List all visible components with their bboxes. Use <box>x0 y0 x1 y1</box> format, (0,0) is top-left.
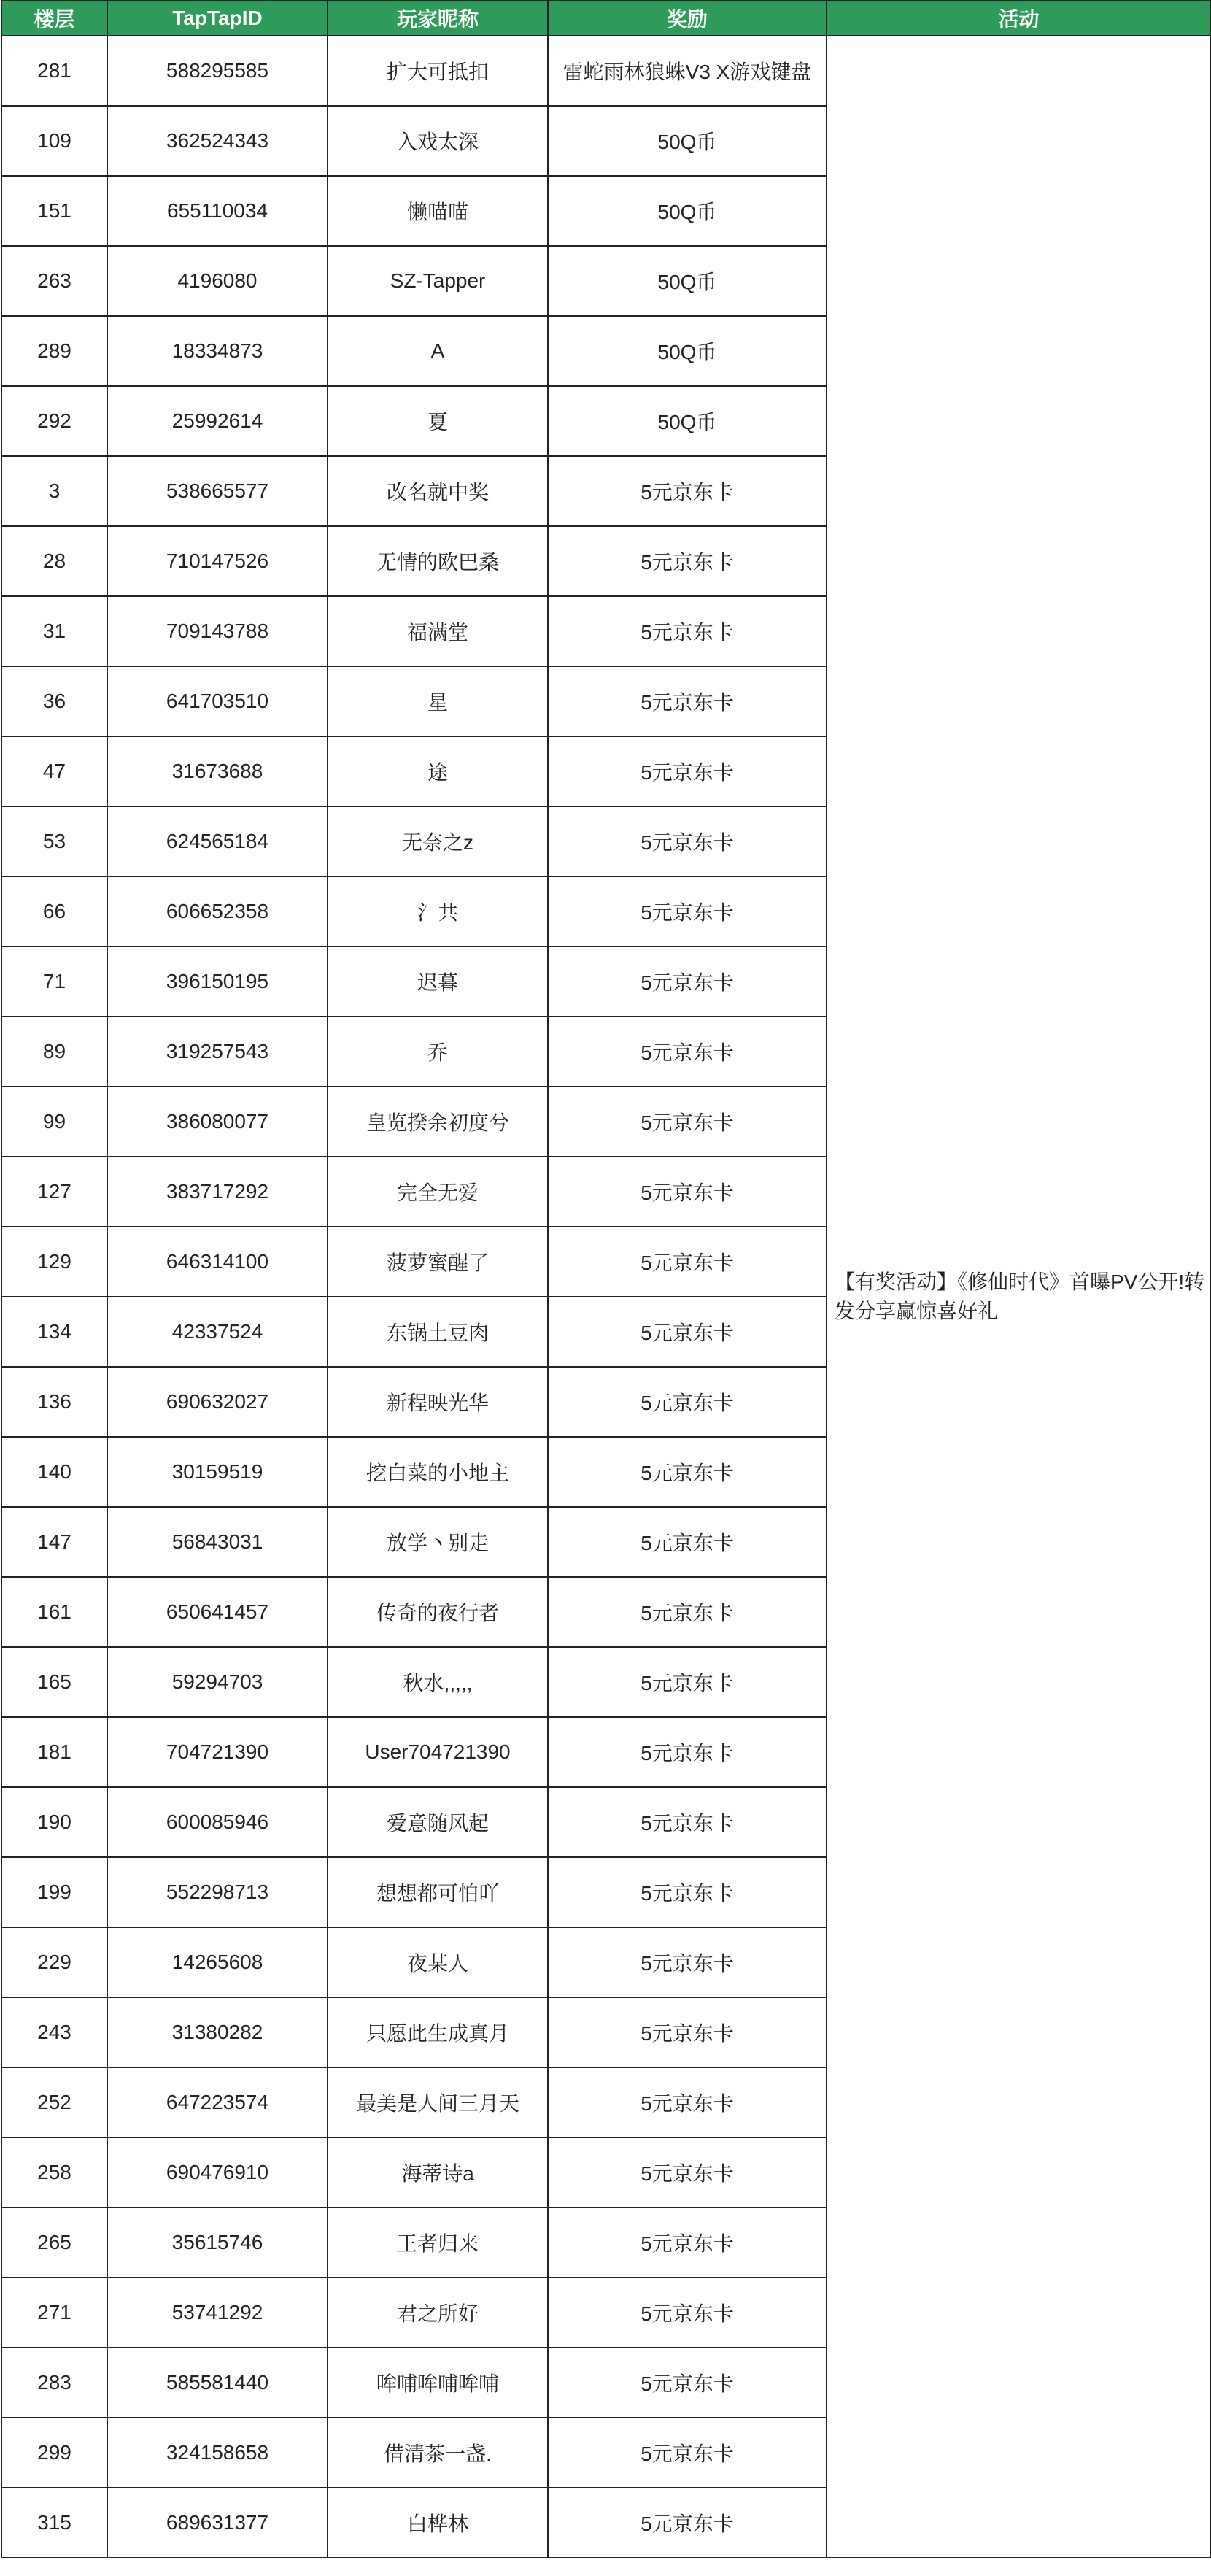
cell-taptap-id: 641703510 <box>107 666 328 736</box>
cell-nickname: 海蒂诗a <box>328 2137 548 2207</box>
cell-prize: 5元京东卡 <box>548 1437 827 1507</box>
cell-prize: 5元京东卡 <box>548 2067 827 2137</box>
cell-taptap-id: 14265608 <box>107 1927 328 1997</box>
cell-prize: 5元京东卡 <box>548 1857 827 1927</box>
cell-nickname: 扩大可抵扣 <box>328 36 548 106</box>
cell-taptap-id: 383717292 <box>107 1157 328 1227</box>
cell-nickname: 只愿此生成真月 <box>328 1997 548 2067</box>
cell-floor: 315 <box>1 2488 107 2558</box>
cell-taptap-id: 588295585 <box>107 36 328 106</box>
cell-floor: 165 <box>1 1647 107 1717</box>
header-nickname: 玩家昵称 <box>328 1 548 36</box>
cell-prize: 5元京东卡 <box>548 1997 827 2067</box>
cell-nickname: 爱意随风起 <box>328 1787 548 1857</box>
header-activity: 活动 <box>827 1 1211 36</box>
header-prize: 奖励 <box>548 1 827 36</box>
cell-prize: 5元京东卡 <box>548 1297 827 1367</box>
cell-floor: 151 <box>1 176 107 246</box>
cell-prize: 5元京东卡 <box>548 1647 827 1717</box>
cell-taptap-id: 53741292 <box>107 2278 328 2348</box>
cell-floor: 109 <box>1 106 107 176</box>
cell-taptap-id: 56843031 <box>107 1507 328 1577</box>
cell-taptap-id: 18334873 <box>107 316 328 386</box>
table-body <box>1 36 1211 2558</box>
cell-taptap-id: 690476910 <box>107 2137 328 2207</box>
cell-taptap-id: 650641457 <box>107 1577 328 1647</box>
cell-taptap-id: 4196080 <box>107 246 328 316</box>
cell-nickname: A <box>328 316 548 386</box>
cell-nickname: 想想都可怕吖 <box>328 1857 548 1927</box>
cell-prize: 5元京东卡 <box>548 1577 827 1647</box>
cell-taptap-id: 552298713 <box>107 1857 328 1927</box>
cell-taptap-id: 690632027 <box>107 1367 328 1437</box>
cell-prize: 5元京东卡 <box>548 736 827 806</box>
cell-nickname: 哞哺哞哺哞哺 <box>328 2348 548 2418</box>
cell-prize: 5元京东卡 <box>548 526 827 596</box>
cell-nickname: 传奇的夜行者 <box>328 1577 548 1647</box>
cell-floor: 243 <box>1 1997 107 2067</box>
cell-nickname: 无奈之z <box>328 806 548 876</box>
cell-taptap-id: 606652358 <box>107 876 328 946</box>
cell-prize: 50Q币 <box>548 246 827 316</box>
cell-prize: 50Q币 <box>548 316 827 386</box>
cell-prize: 5元京东卡 <box>548 806 827 876</box>
cell-nickname: SZ-Tapper <box>328 246 548 316</box>
cell-prize: 5元京东卡 <box>548 1017 827 1087</box>
cell-nickname: 无情的欧巴桑 <box>328 526 548 596</box>
cell-floor: 252 <box>1 2067 107 2137</box>
cell-floor: 31 <box>1 596 107 666</box>
cell-taptap-id: 538665577 <box>107 456 328 526</box>
cell-floor: 258 <box>1 2137 107 2207</box>
cell-taptap-id: 585581440 <box>107 2348 328 2418</box>
cell-taptap-id: 709143788 <box>107 596 328 666</box>
cell-nickname: 皇览揆余初度兮 <box>328 1087 548 1157</box>
cell-taptap-id: 704721390 <box>107 1717 328 1787</box>
cell-floor: 190 <box>1 1787 107 1857</box>
cell-floor: 134 <box>1 1297 107 1367</box>
cell-prize: 5元京东卡 <box>548 2488 827 2558</box>
cell-prize: 5元京东卡 <box>548 1367 827 1437</box>
cell-nickname: 乔 <box>328 1017 548 1087</box>
cell-taptap-id: 386080077 <box>107 1087 328 1157</box>
cell-nickname: 氵共 <box>328 876 548 946</box>
cell-nickname: 放学丶别走 <box>328 1507 548 1577</box>
cell-taptap-id: 396150195 <box>107 946 328 1017</box>
cell-nickname: 夜某人 <box>328 1927 548 1997</box>
cell-taptap-id: 30159519 <box>107 1437 328 1507</box>
cell-floor: 199 <box>1 1857 107 1927</box>
cell-prize: 5元京东卡 <box>548 946 827 1017</box>
cell-floor: 292 <box>1 386 107 456</box>
cell-nickname: 白桦林 <box>328 2488 548 2558</box>
cell-nickname: 迟暮 <box>328 946 548 1017</box>
cell-taptap-id: 710147526 <box>107 526 328 596</box>
cell-taptap-id: 655110034 <box>107 176 328 246</box>
cell-floor: 28 <box>1 526 107 596</box>
cell-taptap-id: 42337524 <box>107 1297 328 1367</box>
header-taptap-id: TapTapID <box>107 1 328 36</box>
cell-prize: 5元京东卡 <box>548 1087 827 1157</box>
cell-prize: 5元京东卡 <box>548 2207 827 2278</box>
cell-floor: 66 <box>1 876 107 946</box>
cell-nickname: 懒喵喵 <box>328 176 548 246</box>
cell-taptap-id: 59294703 <box>107 1647 328 1717</box>
cell-floor: 3 <box>1 456 107 526</box>
cell-nickname: 途 <box>328 736 548 806</box>
cell-prize: 5元京东卡 <box>548 456 827 526</box>
winners-table <box>1 0 1211 2558</box>
cell-taptap-id: 689631377 <box>107 2488 328 2558</box>
cell-prize: 5元京东卡 <box>548 666 827 736</box>
cell-taptap-id: 624565184 <box>107 806 328 876</box>
cell-nickname: 君之所好 <box>328 2278 548 2348</box>
cell-floor: 271 <box>1 2278 107 2348</box>
cell-floor: 71 <box>1 946 107 1017</box>
cell-floor: 136 <box>1 1367 107 1437</box>
cell-floor: 265 <box>1 2207 107 2278</box>
cell-floor: 129 <box>1 1227 107 1297</box>
cell-nickname: 东锅土豆肉 <box>328 1297 548 1367</box>
cell-taptap-id: 25992614 <box>107 386 328 456</box>
header-floor: 楼层 <box>1 1 107 36</box>
cell-prize: 5元京东卡 <box>548 1787 827 1857</box>
cell-floor: 127 <box>1 1157 107 1227</box>
cell-floor: 140 <box>1 1437 107 1507</box>
cell-taptap-id: 319257543 <box>107 1017 328 1087</box>
cell-nickname: 借清茶一盏. <box>328 2418 548 2488</box>
cell-prize: 雷蛇雨林狼蛛V3 X游戏键盘 <box>548 36 827 106</box>
cell-floor: 53 <box>1 806 107 876</box>
cell-prize: 50Q币 <box>548 386 827 456</box>
header-row <box>1 1 1211 36</box>
cell-floor: 289 <box>1 316 107 386</box>
cell-prize: 5元京东卡 <box>548 2137 827 2207</box>
cell-floor: 36 <box>1 666 107 736</box>
cell-taptap-id: 31380282 <box>107 1997 328 2067</box>
cell-nickname: 福满堂 <box>328 596 548 666</box>
cell-nickname: 星 <box>328 666 548 736</box>
cell-prize: 5元京东卡 <box>548 1157 827 1227</box>
cell-prize: 5元京东卡 <box>548 1717 827 1787</box>
cell-prize: 5元京东卡 <box>548 876 827 946</box>
cell-nickname: 新程映光华 <box>328 1367 548 1437</box>
cell-nickname: 最美是人间三月天 <box>328 2067 548 2137</box>
cell-nickname: 菠萝蜜醒了 <box>328 1227 548 1297</box>
cell-nickname: 入戏太深 <box>328 106 548 176</box>
cell-nickname: User704721390 <box>328 1717 548 1787</box>
cell-floor: 161 <box>1 1577 107 1647</box>
cell-floor: 181 <box>1 1717 107 1787</box>
cell-nickname: 王者归来 <box>328 2207 548 2278</box>
cell-floor: 147 <box>1 1507 107 1577</box>
cell-nickname: 改名就中奖 <box>328 456 548 526</box>
table-row <box>1 36 1211 106</box>
cell-activity: 【有奖活动】《修仙时代》首曝PV公开!转发分享赢惊喜好礼 <box>827 36 1211 2558</box>
cell-taptap-id: 647223574 <box>107 2067 328 2137</box>
cell-nickname: 秋水,,,,, <box>328 1647 548 1717</box>
cell-taptap-id: 324158658 <box>107 2418 328 2488</box>
cell-taptap-id: 35615746 <box>107 2207 328 2278</box>
cell-floor: 281 <box>1 36 107 106</box>
cell-prize: 5元京东卡 <box>548 1507 827 1577</box>
cell-nickname: 夏 <box>328 386 548 456</box>
cell-taptap-id: 646314100 <box>107 1227 328 1297</box>
cell-nickname: 完全无爱 <box>328 1157 548 1227</box>
cell-prize: 5元京东卡 <box>548 2418 827 2488</box>
cell-prize: 5元京东卡 <box>548 2278 827 2348</box>
cell-prize: 5元京东卡 <box>548 1927 827 1997</box>
cell-floor: 89 <box>1 1017 107 1087</box>
cell-floor: 229 <box>1 1927 107 1997</box>
cell-prize: 50Q币 <box>548 176 827 246</box>
cell-nickname: 挖白菜的小地主 <box>328 1437 548 1507</box>
cell-prize: 5元京东卡 <box>548 1227 827 1297</box>
cell-prize: 5元京东卡 <box>548 596 827 666</box>
cell-floor: 47 <box>1 736 107 806</box>
cell-floor: 263 <box>1 246 107 316</box>
cell-floor: 99 <box>1 1087 107 1157</box>
cell-prize: 5元京东卡 <box>548 2348 827 2418</box>
cell-prize: 50Q币 <box>548 106 827 176</box>
cell-taptap-id: 31673688 <box>107 736 328 806</box>
cell-taptap-id: 600085946 <box>107 1787 328 1857</box>
cell-floor: 283 <box>1 2348 107 2418</box>
cell-floor: 299 <box>1 2418 107 2488</box>
cell-taptap-id: 362524343 <box>107 106 328 176</box>
